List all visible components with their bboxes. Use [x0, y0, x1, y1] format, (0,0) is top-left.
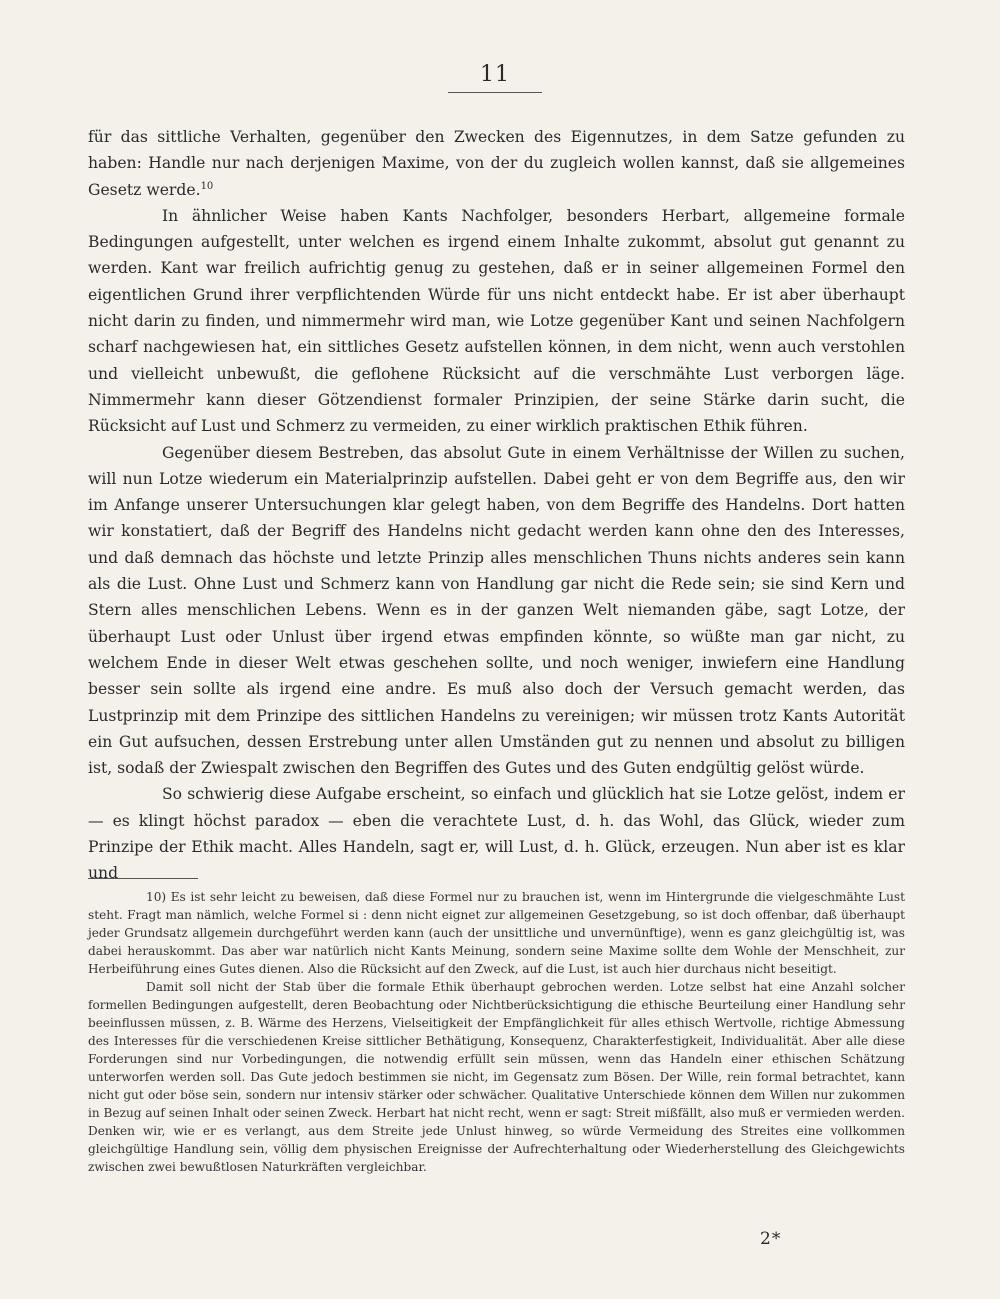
footnote-10: 10) Es ist sehr leicht zu beweisen, daß diese Formel nur zu brauchen ist, wenn im Hintergrunde die vielgeschmähte Lust steht. Fragt man nämlich, welche Formel si : denn nicht eignet zur allgemeinen Gesetzgebung, so ist doch offenbar, daß überhaupt jeder Grundsatz allgemein durchgeführt werden kann (auch der unsittliche und unvernünftige), wenn es ganz gleichgültig ist, was dabei herauskommt. Das aber war natürlich nicht Kants Meinung, sondern seine Maxime sollte dem Wohle der Menschheit, zur Herbeiführung eines Gutes dienen. Also die Rücksicht auf den Zweck, auf die Lust, ist auch hier durchaus nicht beseitigt.: [88, 890, 905, 976]
footnote-rule: [88, 878, 198, 879]
paragraph-3: Gegenüber diesem Bestreben, das absolut Gute in einem Verhältnisse der Willen zu suchen, will nun Lotze wiederum ein Materialprinzip aufstellen. Dabei geht er von dem Begriffe aus, den wir im Anfange unserer Untersuchungen klar gelegt haben, von dem Begriffe des Handelns. Dort hatten wir konstatiert, daß der Begriff des Handelns nicht gedacht werden kann ohne den des Interesses, und daß demnach das höchste und letzte Prinzip alles menschlichen Thuns nichts anderes sein kann als die Lust. Ohne Lust und Schmerz kann von Handlung gar nicht die Rede sein; sie sind Kern und Stern alles menschlichen Lebens. Wenn es in der ganzen Welt niemanden gäbe, sagt Lotze, der überhaupt Lust oder Unlust über irgend etwas empfinden könnte, so wüßte man gar nicht, zu welchem Ende in dieser Welt etwas geschehen sollte, und noch weniger, inwiefern eine Handlung besser sein sollte als irgend eine andre. Es muß also doch der Versuch gemacht werden, das Lustprinzip mit dem Prinzipe des sittlichen Handelns zu vereinigen; wir müssen trotz Kants Autorität ein Gut aufsuchen, dessen Erstrebung unter allen Umständen gut zu nennen und absolut zu billigen ist, sodaß der Zwiespalt zwischen den Begriffen des Gutes und des Guten endgültig gelöst würde.: [88, 443, 905, 778]
paragraph-2: In ähnlicher Weise haben Kants Nachfolger, besonders Herbart, allgemeine formale Bedingungen aufgestellt, unter welchen es irgend einem Inhalte zukommt, absolut gut genannt zu werden. Kant war freilich aufrichtig genug zu gestehen, daß er in seiner allgemeinen Formel den eigentlichen Grund ihrer verpflichtenden Würde für uns nicht entdeckt habe. Er ist aber überhaupt nicht darin zu finden, und nimmermehr wird man, wie Lotze gegenüber Kant und seinen Nachfolgern scharf nachgewiesen hat, ein sittliches Gesetz aufstellen können, in dem nicht, wenn auch verstohlen und vielleicht unbewußt, die geflohene Rücksicht auf die verschmähte Lust verborgen läge. Nimmermehr kann dieser Götzendienst formaler Prinzipien, der seine Stärke darin sucht, die Rücksicht auf Lust und Schmerz zu vermeiden, zu einer wirklich praktischen Ethik führen.: [88, 206, 905, 436]
page-number: 11: [480, 62, 510, 87]
main-text: [88, 124, 905, 887]
footnote-reference: 10: [200, 180, 214, 192]
signature-mark: 2*: [760, 1229, 782, 1249]
paragraph-1-text: für das sittliche Verhalten, gegenüber den Zwecken des Eigennutzes, in dem Satze gefunden zu haben: Handle nur nach derjenigen Maxime, von der du zugleich wollen kannst, daß sie allgemeines Gesetz werde.: [88, 128, 905, 199]
page-number-rule: [448, 92, 542, 93]
paragraph-4: So schwierig diese Aufgabe erscheint, so einfach und glücklich hat sie Lotze gelöst, indem er — es klingt höchst paradox — eben die verachtete Lust, d. h. das Wohl, das Glück, wieder zum Prinzipe der Ethik macht. Alles Handeln, sagt er, will Lust, d. h. Glück, erzeugen. Nun aber ist es klar und: [88, 785, 905, 883]
paragraph-1: [88, 124, 905, 203]
footnotes: [88, 888, 905, 1176]
footnote-10-continuation: Damit soll nicht der Stab über die formale Ethik überhaupt gebrochen werden. Lotze selbst hat eine Anzahl solcher formellen Bedingungen aufgestellt, deren Beobachtung oder Nichtberücksichtigung die ethische Beurteilung einer Handlung sehr beeinflussen müssen, z. B. Wärme des Herzens, Vielseitigkeit der Empfänglichkeit für alles ethisch Wertvolle, richtige Abmessung des Interesses für die verschiedenen Kreise sittlicher Bethätigung, Konsequenz, Charakterfestigkeit, Individualität. Aber alle diese Forderungen sind nur Vorbedingungen, die notwendig erfüllt sein müssen, wenn das Handeln einer ethischen Schätzung unterworfen werden soll. Das Gute jedoch bestimmen sie nicht, im Gegensatz zum Bösen. Der Wille, rein formal betrachtet, kann nicht gut oder böse sein, sondern nur intensiv stärker oder schwächer. Qualitative Unterschiede können dem Willen nur zukommen in Bezug auf seinen Inhalt oder seinen Zweck. Herbart hat nicht recht, wenn er sagt: Streit mißfällt, also muß er vermieden werden. Denken wir, wie er es verlangt, aus dem Streite jede Unlust hinweg, so würde Vermeidung des Streites eine vollkommen gleichgültige Handlung sein, völlig dem physischen Ereignisse der Aufrechterhaltung oder Wiederherstellung des Gleichgewichts zwischen zwei bewußtlosen Naturkräften vergleichbar.: [88, 980, 905, 1174]
